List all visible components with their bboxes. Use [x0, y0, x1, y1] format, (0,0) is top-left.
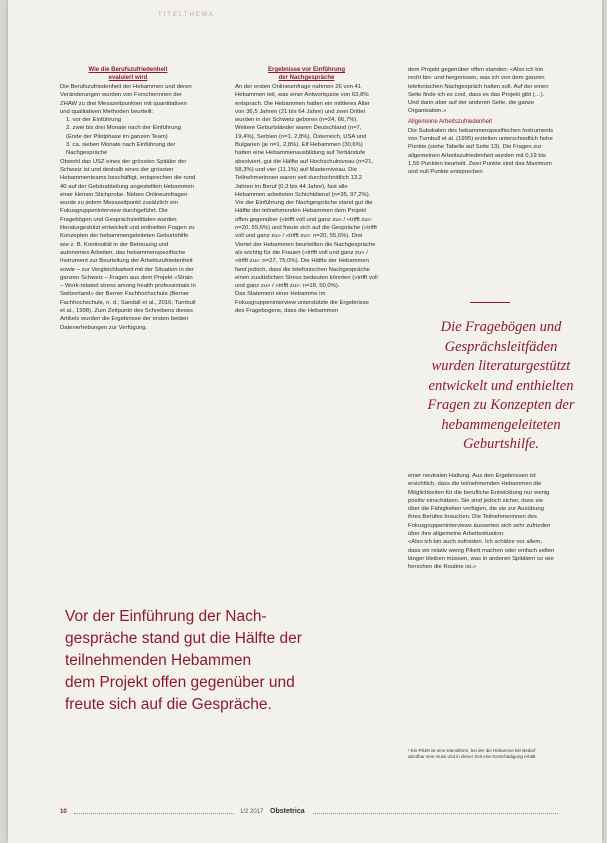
heading-line-1: Wie die Berufszufriedenheit — [88, 67, 168, 73]
column-1-heading — [60, 66, 196, 82]
column-2-heading — [235, 66, 378, 82]
intro-paragraph: Die Berufszufriedenheit der Hebammen und deren Veränderungen wurden von Forscherinnen der ZHAW zu drei Messzeitpunkten mit quantitativen und qualitativen Methoden beurteilt: — [60, 84, 192, 115]
divider — [470, 302, 510, 303]
body-paragraph: einer neutralen Haltung. Aus den Ergebnissen ist ersichtlich, dass die teilnehmenden Hebammen die Möglichkeiten für die berufliche Entwicklung nur wenig positiv einschätzen. Sie sind jedoch sicher, dass sie über die Fähigkeiten verfügen, die sie zur Ausübung ihres Berufes brauchen. Die Teilnehmerinnen des Fokusgruppeninterviews äusserten sich sehr zufrieden über ihre allgemeine Arbeitssituation: — [408, 473, 551, 538]
body-paragraph: Vor der Einführung der Nachgespräche stand gut die Hälfte der teilnehmenden Hebammen dem Projekt offen gegenüber («trifft voll und ganz zu» / «trifft zu»: n=20, 55,6%) und freute sich auf die Gespräche («trifft voll und ganz zu» / «trifft zu»: n=20, 55,6%). Drei Viertel der Hebammen beurteilten die Nachgespräche als wichtig für die Frauen («trifft voll und ganz zu» / «trifft zu»: n=27, 75,0%). Die Hälfte der Hebammen fand jedoch, dass die telefonischen Nachgespräche einen zusätzlichen Stress bedeuten könnten («trifft voll und ganz zu» / «trifft zu»: n=18, 50,0%). — [235, 200, 378, 290]
pull-quote: Die Fragebögen und Gesprächsleitfäden wurden literaturgestützt entwickelt und enthielten Fragen zu Konzepten der hebammengeleiteten Geburtshilfe. — [427, 319, 575, 452]
footnote: ¹ Ein Pikett ist eine Dienstform, bei der die Hebamme bei Bedarf abrufbar sein muss und in dieser Zeit eine Entschädigung erhält. — [408, 748, 537, 759]
list-item: 2. zwei bis drei Monate nach der Einführung (Ende der Pilotphase im ganzen Team) — [66, 125, 181, 140]
large-quote-line: Vor der Einführung der Nach- — [65, 608, 267, 625]
heading-line-2: evaluiert wird — [108, 75, 148, 81]
large-quote-line: gespräche stand gut die Hälfte der — [65, 630, 302, 647]
measurement-list — [60, 116, 196, 157]
body-paragraph: Das Statement einer Hebamme im Fokusgruppeninterview unterstützte die Ergebnisse des Fragebogens, dass die Hebammen — [235, 291, 369, 315]
large-quote — [65, 606, 375, 716]
heading-line-2: der Nachgespräche — [278, 75, 335, 81]
list-item: 1. vor der Einführung — [66, 117, 122, 124]
column-3-bottom — [408, 472, 555, 572]
large-quote-line: freute sich auf die Gespräche. — [65, 696, 272, 713]
footer-rule-left — [74, 813, 234, 814]
large-quote-line: teilnehmenden Hebammen — [65, 652, 252, 669]
journal-name: Obstetrica — [270, 808, 305, 815]
page-number: 10 — [60, 809, 67, 815]
body-paragraph: Obwohl das USZ eines der grössten Spitäler der Schweiz ist und deshalb eines der grössten Hebammenteams beschäftigt, entsprechen die rund 40 auf der Gebärabteilung angestellten Hebammen einer kleinen Stichprobe. Neben Onlineumfragen wurde zu jedem Messzeitpunkt zusätzlich ein Fokusgruppeninterview durchgeführt. Die Fragebögen und Gesprächsleitfäden wurden literaturgestützt entwickelt und enthielten Fragen zu Konzepten der hebammengeleiteten Geburtshilfe wie z. B. Kontinuität in der Betreuung und autonomes Arbeiten, das hebammenspezifische Instrument zur Beurteilung der Arbeitszufriedenheit sowie – zur Vergleichbarkeit mit der Situation in der ganzen Schweiz – Fragen aus dem Projekt «Strain – Work-related stress among health professionals in Switzerland» der Berner Fachhochschule (Berner Fachhochschule, n. d.; Sandall et al., 2016; Turnbull et al., 1998). Zum Zeitpunkt des Schreibens dieses Artikels wurden die Ergebnisse der ersten beiden Datenerhebungen zur Verfügung. — [60, 158, 196, 331]
heading-line-1: Ergebnisse vor Einführung — [267, 67, 345, 73]
column-3-top — [408, 66, 555, 177]
footer-rule-right — [313, 813, 558, 814]
column-2 — [235, 66, 378, 315]
column-1 — [60, 66, 196, 332]
body-paragraph: dem Projekt gegenüber offen standen: «Also ich bin recht bin- und hergerissen, was ich von dem ganzen telefonischen Nachgespräch halten soll. Auf der einen Seite finde ich es cool, dass es das Projekt gibt (…). Und dann aber auf der anderen Seite, die ganze Organisation.» — [408, 67, 549, 115]
section-rubric: TITELTHEMA — [158, 12, 215, 18]
issue-label: 1/2 2017 — [240, 809, 264, 815]
body-paragraph: Die Subskalen des hebammenspezifischen Instruments von Turnbull et al. (1995) erzielten unterschiedlich hohe Punkte (siehe Tabelle auf Seite 13). Die Fragen zur allgemeinen Arbeitszufriedenheit wurden mit 0,19 bis 1,56 Punkten beurteilt. Zwei Punkte sind das Maximum und null Punkte entsprechen — [408, 127, 554, 176]
large-quote-line: dem Projekt offen gegenüber und — [65, 674, 295, 691]
list-item: 3. ca. sieben Monate nach Einführung der Nachgespräche — [66, 142, 176, 157]
quote-paragraph: «Also ich bin auch zufrieden. Ich schätze vor allem, dass wir relativ wenig Pikett machen oder einfach selten länger bleiben müssen, was in anderen Spitälern so wie herschen die Routine ist.» — [408, 539, 555, 571]
magazine-page — [8, 0, 602, 843]
body-paragraph: An der ersten Onlineumfrage nahmen 26 von 41 Hebammen teil, was einer Antwortquote von 63,8% entsprach. Die Hebammen hatten ein mittleres Alter von 36,5 Jahren (21 bis 64 Jahre) und zwei Drittel wurden in der Schweiz geboren (n=24, 66,7%). Weitere Geburtsländer waren Deutschland (n=7, 19,4%), Serbien (n=1, 2,8%), Österreich, USA und Bulgarien (je n=1, 2,8%). Elf Hebammen (30,6%) hatten eine Hebammenausbildung auf Tertiärstufe absolviert, gut die Hälfte auf Hochschulniveau (n=21, 58,3%) und vier (11,1%) auf Masterniveau. Die Teilnehmerinnen waren seit durchschnittlich 13,2 Jahren im Beruf (0,3 bis 44 Jahre), fast alle Hebammen arbeiteten Schichtdienst (n=35, 97,2%). — [235, 84, 374, 198]
subheading: Allgemeine Arbeitszufriedenheit — [408, 118, 493, 125]
